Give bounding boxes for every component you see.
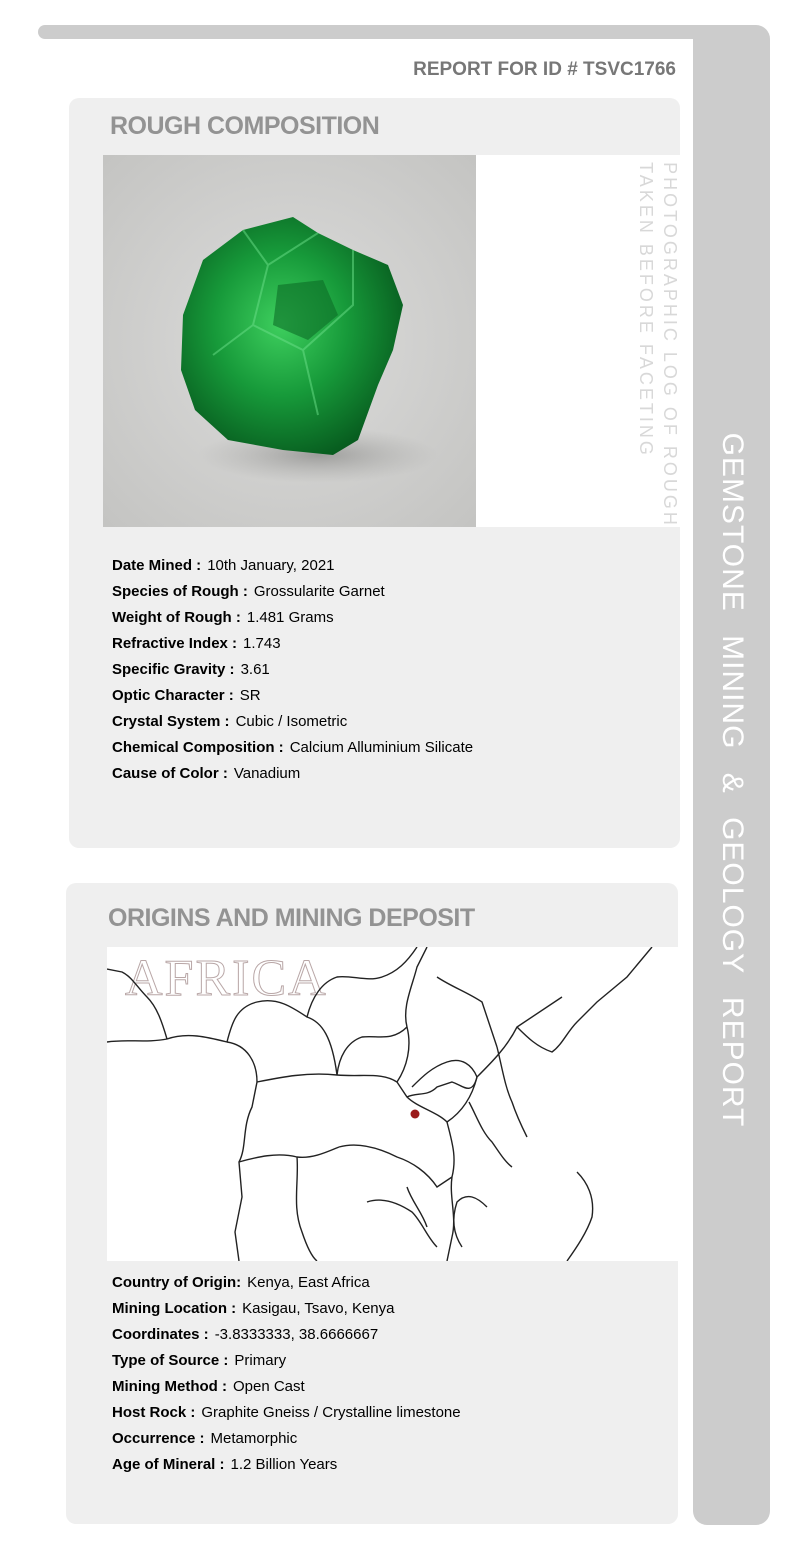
detail-label: Chemical Composition : (112, 739, 284, 756)
origins-title: ORIGINS AND MINING DEPOSIT (108, 904, 475, 932)
detail-value: -3.8333333, 38.6666667 (214, 1326, 379, 1343)
detail-row (112, 579, 473, 605)
detail-label: Host Rock : (112, 1404, 196, 1421)
detail-label: Cause of Color : (112, 765, 228, 782)
detail-row (112, 1296, 461, 1322)
detail-row (112, 1322, 461, 1348)
detail-label: Age of Mineral : (112, 1456, 225, 1473)
side-title (693, 25, 770, 1525)
detail-value: Grossularite Garnet (253, 583, 385, 600)
mining-location-marker (411, 1110, 420, 1119)
top-bar (38, 25, 728, 39)
detail-row (112, 683, 473, 709)
detail-label: Species of Rough : (112, 583, 248, 600)
photo-note-text: PHOTOGRAPHIC LOG OF ROUGH TAKEN BEFORE FACETING (636, 162, 680, 528)
detail-label: Specific Gravity : (112, 661, 235, 678)
origin-details (112, 1270, 461, 1478)
detail-label: Optic Character : (112, 687, 234, 704)
map-graphic (107, 947, 678, 1261)
rough-details (112, 553, 473, 787)
detail-value: Primary (234, 1352, 287, 1369)
detail-value: Open Cast (232, 1378, 305, 1395)
detail-value: 10th January, 2021 (207, 557, 335, 574)
detail-row (112, 709, 473, 735)
detail-label: Type of Source : (112, 1352, 229, 1369)
detail-label: Coordinates : (112, 1326, 209, 1343)
detail-label: Refractive Index : (112, 635, 238, 652)
detail-label: Weight of Rough : (112, 609, 241, 626)
detail-value: Vanadium (233, 765, 301, 782)
detail-row (112, 1270, 461, 1296)
detail-row (112, 1426, 461, 1452)
africa-map (107, 947, 678, 1261)
detail-row (112, 735, 473, 761)
photo-area (103, 155, 680, 527)
detail-label: Mining Method : (112, 1378, 227, 1395)
report-id: REPORT FOR ID # TSVC1766 (413, 59, 676, 80)
detail-label: Crystal System : (112, 713, 230, 730)
detail-label: Date Mined : (112, 557, 202, 574)
detail-label: Country of Origin: (112, 1274, 242, 1291)
side-title-text: GEMSTONE MINING & GEOLOGY REPORT (715, 432, 749, 1128)
photo-note (633, 162, 683, 528)
map-label: AFRICA (125, 950, 328, 1007)
detail-row (112, 1348, 461, 1374)
detail-value: Kasigau, Tsavo, Kenya (242, 1300, 395, 1317)
detail-value: Metamorphic (210, 1430, 298, 1447)
rough-composition-title: ROUGH COMPOSITION (110, 112, 380, 140)
detail-value: 3.61 (240, 661, 270, 678)
detail-row (112, 1374, 461, 1400)
detail-value: 1.2 Billion Years (230, 1456, 338, 1473)
gem-image (103, 155, 476, 527)
detail-row (112, 605, 473, 631)
detail-value: Calcium Alluminium Silicate (289, 739, 474, 756)
detail-row (112, 1452, 461, 1478)
detail-value: 1.481 Grams (246, 609, 334, 626)
detail-value: Cubic / Isometric (235, 713, 348, 730)
detail-row (112, 1400, 461, 1426)
detail-value: Kenya, East Africa (247, 1274, 370, 1291)
detail-row (112, 553, 473, 579)
detail-label: Occurrence : (112, 1430, 205, 1447)
detail-row (112, 761, 473, 787)
detail-value: 1.743 (243, 635, 281, 652)
detail-value: Graphite Gneiss / Crystalline limestone (201, 1404, 461, 1421)
detail-row (112, 631, 473, 657)
detail-row (112, 657, 473, 683)
rough-gem-photo (103, 155, 476, 527)
detail-label: Mining Location : (112, 1300, 237, 1317)
detail-value: SR (239, 687, 261, 704)
